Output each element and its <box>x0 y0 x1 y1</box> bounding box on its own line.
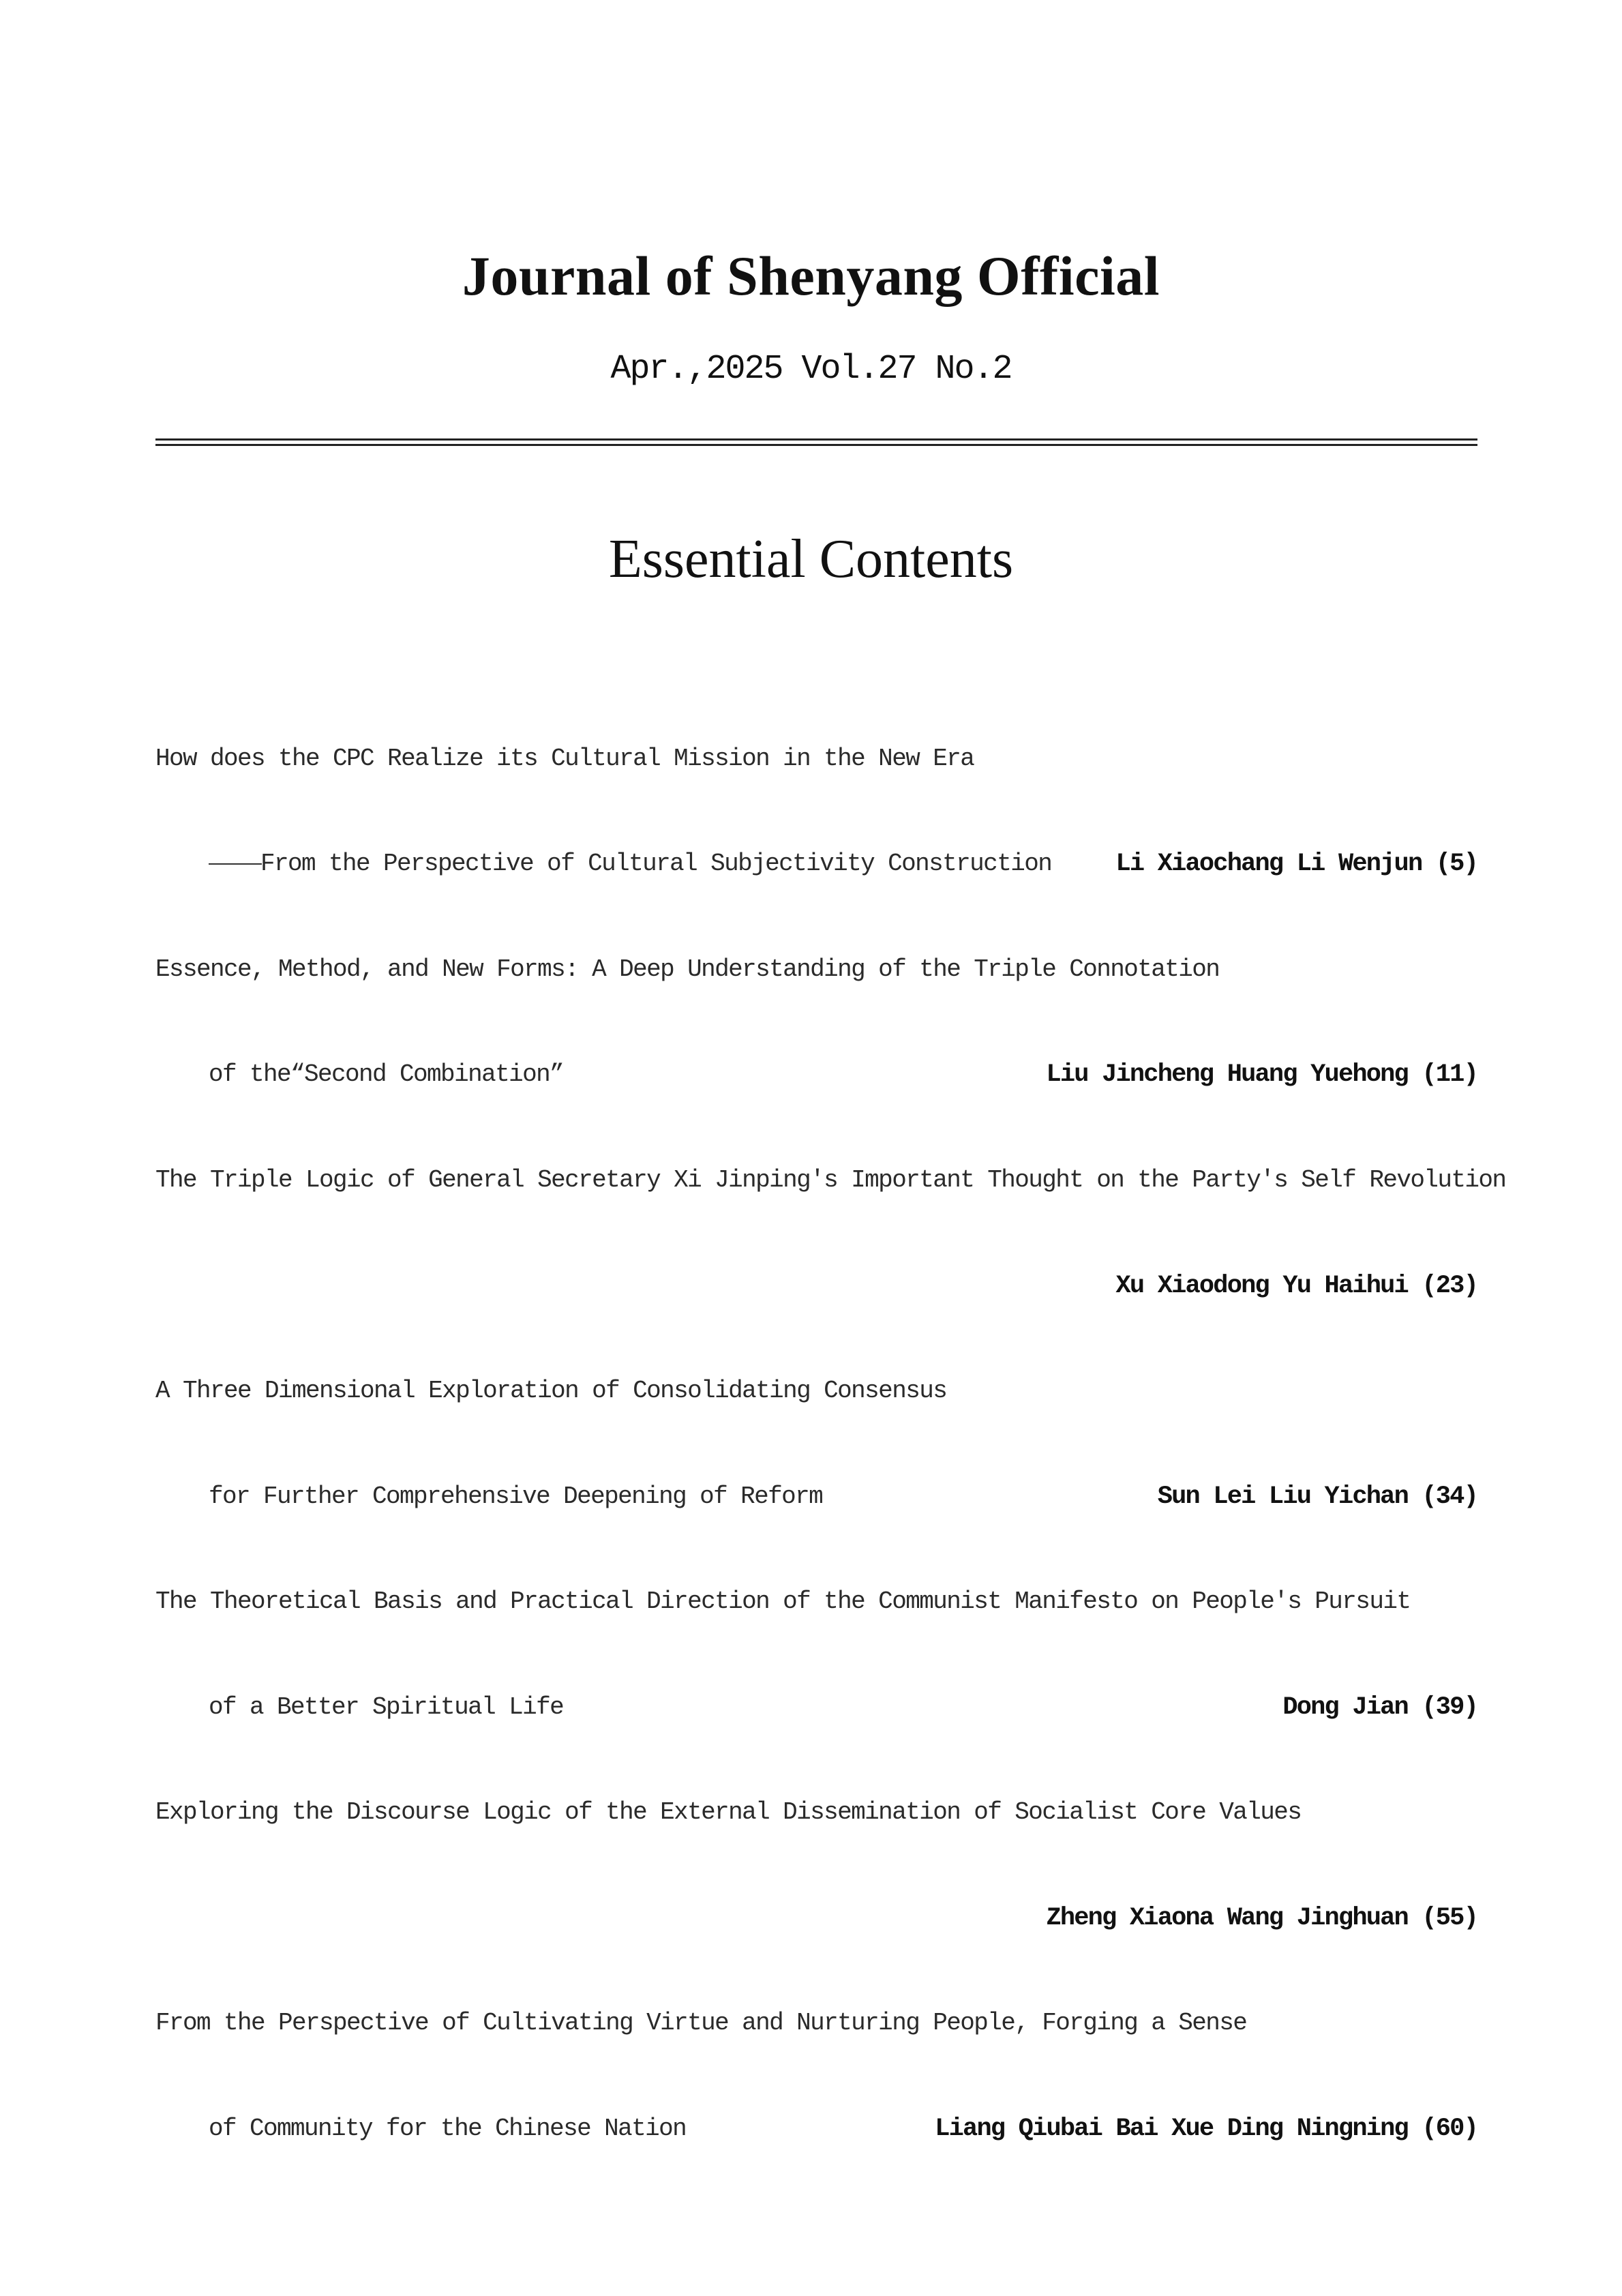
toc-entry-title: Exploring the Discourse Logic of the External Dissemination of Socialist Core Values <box>155 1798 1302 1826</box>
toc-entry-subtitle: of the“Second Combination” <box>209 1060 564 1088</box>
toc-entry-3-authors-line[interactable] <box>155 1266 1477 1307</box>
issue-info: Apr.,2025 Vol.27 No.2 <box>610 350 1012 389</box>
toc-entry-5-subtitle[interactable] <box>155 1687 1477 1728</box>
toc-entry-3-title[interactable] <box>155 1160 1506 1201</box>
toc-entry-authors: Dong Jian (39) <box>1282 1693 1477 1722</box>
toc-entry-subtitle: for Further Comprehensive Deepening of Reform <box>209 1482 823 1510</box>
toc-entry-subtitle: of a Better Spiritual Life <box>209 1693 564 1721</box>
toc-entry-4-subtitle[interactable] <box>155 1476 1477 1517</box>
toc-entry-authors: Liu Jincheng Huang Yuehong (11) <box>1046 1060 1477 1089</box>
toc-entry-5-title[interactable] <box>155 1581 1477 1622</box>
toc-entry-title: From the Perspective of Cultivating Virtue and Nurturing People, Forging a Sense <box>155 2009 1247 2037</box>
toc-entry-title: Essence, Method, and New Forms: A Deep Understanding of the Triple Connotation <box>155 955 1220 983</box>
toc-entry-2-subtitle[interactable] <box>155 1054 1477 1095</box>
toc-entry-2-title[interactable] <box>155 949 1477 990</box>
journal-title: Journal of Shenyang Official <box>462 245 1160 307</box>
header-rule-bottom <box>155 444 1477 446</box>
toc-entry-authors: Xu Xiaodong Yu Haihui (23) <box>1115 1272 1477 1300</box>
toc-entry-7-subtitle[interactable] <box>155 2108 1477 2149</box>
contents-heading: Essential Contents <box>608 529 1014 589</box>
toc-entry-authors: Zheng Xiaona Wang Jinghuan (55) <box>1046 1904 1477 1933</box>
toc-entry-subtitle: From the Perspective of Cultural Subjectivity Construction <box>260 850 1052 878</box>
page-number: (60) <box>1422 2115 1477 2143</box>
page-number: (39) <box>1422 1693 1477 1722</box>
toc-entry-7-title[interactable] <box>155 2003 1477 2044</box>
page-number: (34) <box>1422 1482 1477 1511</box>
toc-entry-title: How does the CPC Realize its Cultural Mission in the New Era <box>155 745 974 773</box>
page-number: (23) <box>1422 1272 1477 1300</box>
toc-entry-authors: Li Xiaochang Li Wenjun (5) <box>1115 850 1477 878</box>
toc-entry-title: The Theoretical Basis and Practical Direction of the Communist Manifesto on People's Pursuit <box>155 1587 1411 1615</box>
toc-entry-1-title[interactable] <box>155 739 1477 779</box>
page-number: (5) <box>1435 850 1477 878</box>
toc-entry-6-title[interactable] <box>155 1792 1477 1833</box>
em-dash-glyph <box>209 844 260 884</box>
toc-entry-authors: Liang Qiubai Bai Xue Ding Ningning (60) <box>935 2115 1477 2143</box>
toc-entry-6-authors-line[interactable] <box>155 1898 1477 1939</box>
toc-entry-4-title[interactable] <box>155 1371 1477 1412</box>
page-number: (11) <box>1422 1060 1477 1089</box>
toc-entry-title: A Three Dimensional Exploration of Consolidating Consensus <box>155 1377 947 1405</box>
toc-entry-1-subtitle[interactable] <box>155 844 1477 884</box>
toc-entry-authors: Sun Lei Liu Yichan (34) <box>1157 1482 1477 1511</box>
toc-entry-subtitle: of Community for the Chinese Nation <box>209 2115 687 2143</box>
page-number: (55) <box>1422 1904 1477 1933</box>
toc-entry-title: The Triple Logic of General Secretary Xi Jinping's Important Thought on the Party's Self Revolution <box>155 1166 1506 1194</box>
header-rule-top <box>155 438 1477 441</box>
